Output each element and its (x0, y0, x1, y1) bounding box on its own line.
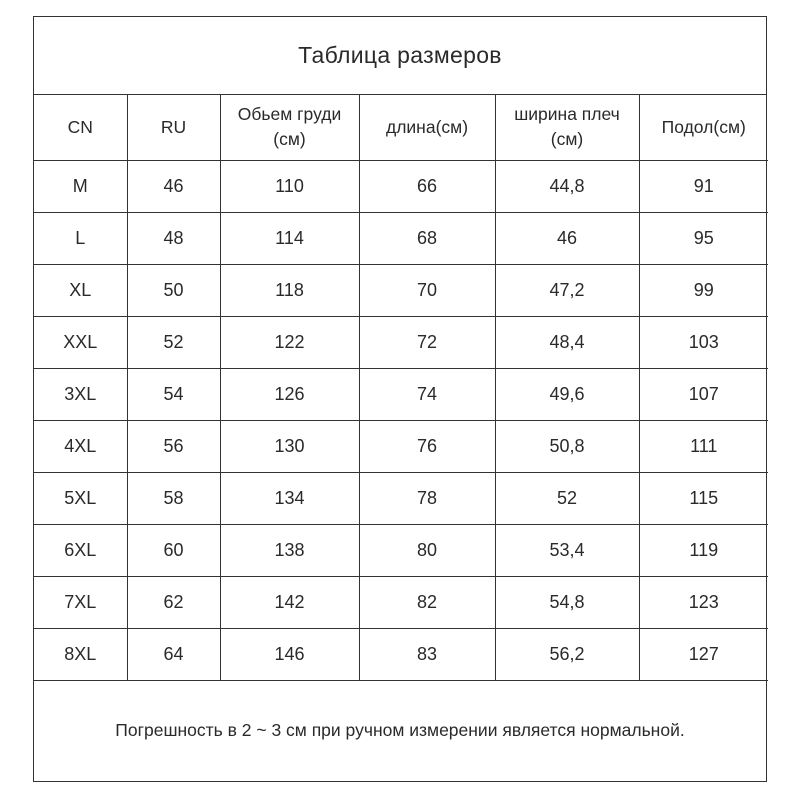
cell-hem: 95 (639, 212, 768, 264)
cell-length: 78 (359, 472, 495, 524)
cell-chest: 130 (220, 420, 359, 472)
cell-hem: 119 (639, 524, 768, 576)
column-header-hem: Подол(см) (639, 95, 768, 160)
cell-chest: 142 (220, 576, 359, 628)
cell-ru: 62 (127, 576, 220, 628)
cell-chest: 126 (220, 368, 359, 420)
cell-ru: 52 (127, 316, 220, 368)
cell-cn: M (34, 160, 127, 212)
cell-shoulder: 50,8 (495, 420, 639, 472)
cell-hem: 115 (639, 472, 768, 524)
cell-hem: 123 (639, 576, 768, 628)
cell-hem: 91 (639, 160, 768, 212)
cell-cn: 3XL (34, 368, 127, 420)
cell-hem: 107 (639, 368, 768, 420)
cell-shoulder: 47,2 (495, 264, 639, 316)
cell-hem: 111 (639, 420, 768, 472)
table-row (34, 212, 768, 264)
column-header-ru: RU (127, 95, 220, 160)
header-row (34, 95, 768, 160)
cell-chest: 122 (220, 316, 359, 368)
title-band (34, 17, 766, 95)
cell-length: 66 (359, 160, 495, 212)
cell-chest: 114 (220, 212, 359, 264)
cell-ru: 54 (127, 368, 220, 420)
table-row (34, 628, 768, 680)
cell-shoulder: 46 (495, 212, 639, 264)
cell-cn: 5XL (34, 472, 127, 524)
note-text: Погрешность в 2 ~ 3 см при ручном измерении является нормальной. (115, 720, 685, 740)
column-header-length: длина(см) (359, 95, 495, 160)
cell-length: 80 (359, 524, 495, 576)
column-header-cn: CN (34, 95, 127, 160)
cell-shoulder: 56,2 (495, 628, 639, 680)
size-table (34, 95, 768, 681)
cell-ru: 46 (127, 160, 220, 212)
cell-length: 68 (359, 212, 495, 264)
table-row (34, 420, 768, 472)
cell-cn: 4XL (34, 420, 127, 472)
table-row (34, 524, 768, 576)
cell-length: 83 (359, 628, 495, 680)
cell-cn: 6XL (34, 524, 127, 576)
measurement-note (34, 680, 766, 781)
cell-chest: 118 (220, 264, 359, 316)
cell-cn: 8XL (34, 628, 127, 680)
cell-shoulder: 54,8 (495, 576, 639, 628)
cell-length: 72 (359, 316, 495, 368)
table-row (34, 160, 768, 212)
cell-length: 76 (359, 420, 495, 472)
table-row (34, 368, 768, 420)
cell-cn: XL (34, 264, 127, 316)
cell-shoulder: 49,6 (495, 368, 639, 420)
cell-ru: 56 (127, 420, 220, 472)
cell-chest: 138 (220, 524, 359, 576)
cell-ru: 50 (127, 264, 220, 316)
cell-shoulder: 48,4 (495, 316, 639, 368)
cell-cn: 7XL (34, 576, 127, 628)
cell-chest: 110 (220, 160, 359, 212)
cell-length: 82 (359, 576, 495, 628)
column-header-chest: Обьем груди (см) (220, 95, 359, 160)
table-row (34, 576, 768, 628)
cell-chest: 146 (220, 628, 359, 680)
cell-shoulder: 52 (495, 472, 639, 524)
cell-cn: XXL (34, 316, 127, 368)
cell-shoulder: 44,8 (495, 160, 639, 212)
cell-ru: 48 (127, 212, 220, 264)
cell-chest: 134 (220, 472, 359, 524)
cell-hem: 99 (639, 264, 768, 316)
table-row (34, 316, 768, 368)
cell-ru: 58 (127, 472, 220, 524)
page-title: Таблица размеров (298, 42, 502, 68)
cell-shoulder: 53,4 (495, 524, 639, 576)
cell-ru: 60 (127, 524, 220, 576)
cell-hem: 103 (639, 316, 768, 368)
cell-ru: 64 (127, 628, 220, 680)
column-header-shoulder: ширина плеч (см) (495, 95, 639, 160)
cell-hem: 127 (639, 628, 768, 680)
cell-length: 74 (359, 368, 495, 420)
size-chart-sheet (33, 16, 767, 782)
table-row (34, 472, 768, 524)
cell-length: 70 (359, 264, 495, 316)
table-row (34, 264, 768, 316)
cell-cn: L (34, 212, 127, 264)
